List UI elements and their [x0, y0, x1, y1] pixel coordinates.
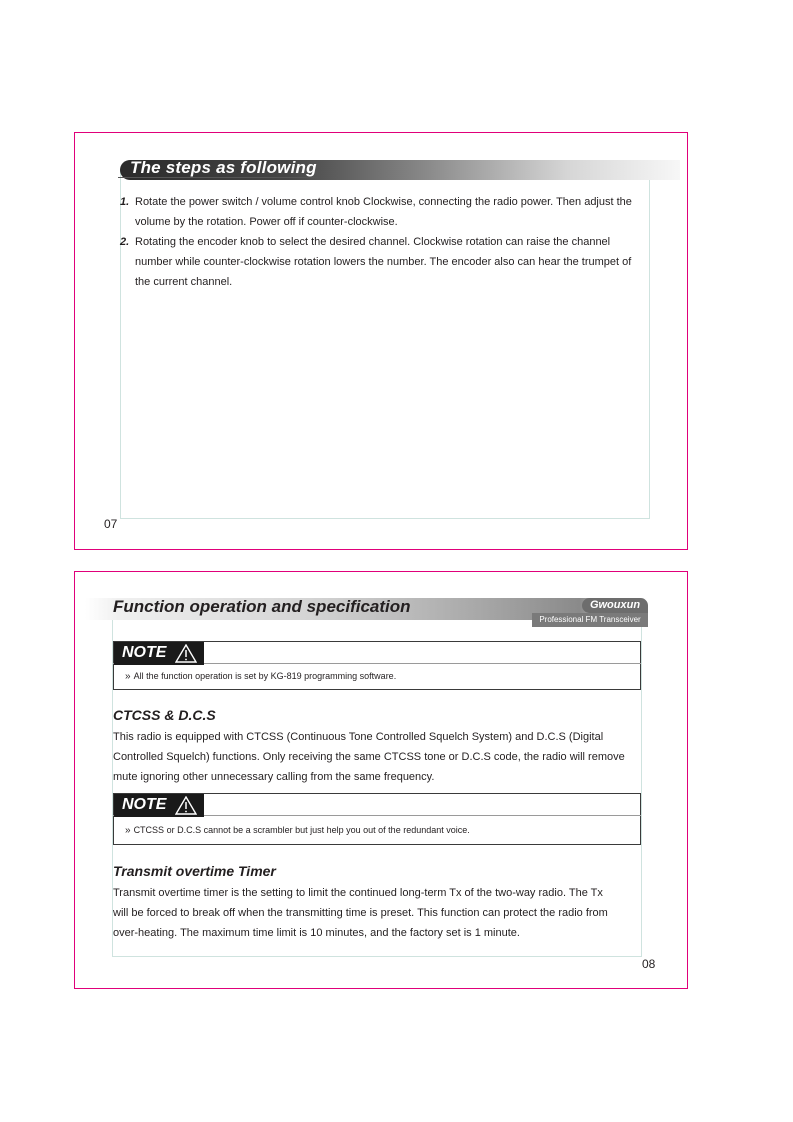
timer-line: will be forced to break off when the transmitting time is preset. This function can protect the radio from — [113, 907, 608, 919]
warning-icon — [175, 796, 197, 815]
note-marker-icon: » — [125, 825, 131, 836]
wouxun-logo — [532, 598, 648, 628]
step-text: Rotating the encoder knob to select the desired channel. Clockwise rotation can raise the channel number while counter-clockwise rotation lowers the number. The encoder also can hear the trumpet of the current channel. — [135, 236, 632, 288]
note-label — [114, 642, 204, 665]
page-number-08: 08 — [642, 957, 656, 971]
ctcss-line: mute ignoring other unnecessary calling from the same frequency. — [113, 771, 435, 783]
steps-list — [120, 192, 646, 292]
note-box-1 — [113, 641, 641, 690]
note-label-text: NOTE — [122, 796, 167, 813]
warning-icon — [175, 644, 197, 663]
ctcss-line: Controlled Squelch) functions. Only receiving the same CTCSS tone or D.C.S code, the radio will remove — [113, 751, 625, 763]
timer-line: over-heating. The maximum time limit is 10 minutes, and the factory set is 1 minute. — [113, 927, 520, 939]
step-item — [120, 192, 646, 232]
timer-line: Transmit overtime timer is the setting to limit the continued long-term Tx of the two-way radio. The Tx — [113, 887, 603, 899]
note-box-2 — [113, 793, 641, 845]
page-number-07: 07 — [104, 517, 118, 531]
step-number: 1. — [120, 196, 130, 208]
ctcss-paragraph — [113, 727, 653, 787]
note-text: » All the function operation is set by KG-819 programming software. — [125, 671, 397, 682]
function-title: Function operation and specification — [113, 597, 411, 616]
ctcss-heading: CTCSS & D.C.S — [113, 707, 216, 723]
step-number: 2. — [120, 236, 130, 248]
timer-paragraph — [113, 883, 653, 943]
note-label — [114, 794, 204, 817]
step-item — [120, 232, 646, 292]
brand-tagline: Professional FM Transceiver — [532, 613, 648, 627]
steps-title: The steps as following — [130, 158, 317, 177]
brand-logo: Gwouxun — [582, 598, 648, 613]
step-text: Rotate the power switch / volume control knob Clockwise, connecting the radio power. Then adjust the volume by the rotation. Power off if counter-clockwise. — [135, 196, 632, 228]
title-underline — [118, 177, 318, 178]
timer-heading: Transmit overtime Timer — [113, 863, 276, 879]
ctcss-line: This radio is equipped with CTCSS (Continuous Tone Controlled Squelch System) and D.C.S (Digital — [113, 731, 604, 743]
note-text: » CTCSS or D.C.S cannot be a scrambler but just help you out of the redundant voice. — [125, 825, 470, 836]
note-label-text: NOTE — [122, 644, 167, 661]
note-marker-icon: » — [125, 671, 131, 682]
